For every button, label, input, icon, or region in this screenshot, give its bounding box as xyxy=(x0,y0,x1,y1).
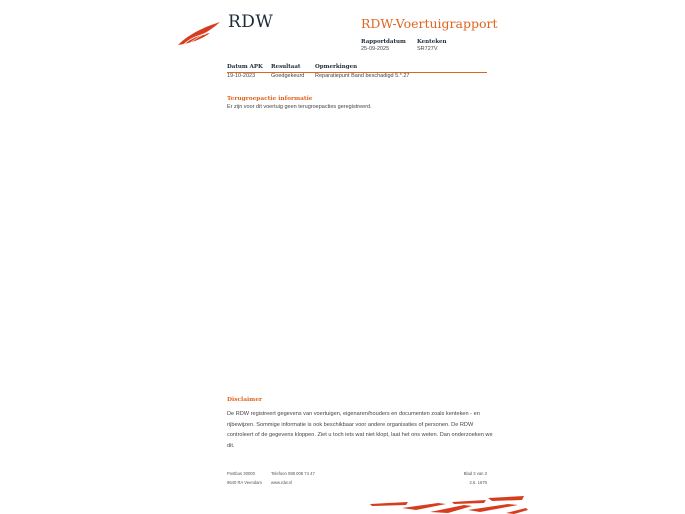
plate-value: SR727V xyxy=(417,46,438,52)
brand-name: RDW xyxy=(228,12,274,32)
footer-page: Blad 3 van 3 xyxy=(463,471,487,476)
column-header-date: Datum APK xyxy=(227,64,263,70)
table-cell-remarks: Reparatiepunt Band beschadigd 5.*.27 xyxy=(315,73,410,79)
footer-code: 2.6. 1670 xyxy=(469,480,487,485)
page-title: RDW-Voertuigrapport xyxy=(361,16,498,31)
disclaimer-text: De RDW registreert gegevens van voertuigen, eigenaren/houders en documenten zoals kenteken - en rijbewijzen. Sommige informatie is ook beschikbaar voor andere organisaties of personen. De RDW controleert of de gegevens kloppen. Ziet u toch iets wat niet klopt, laat het ons weten. Dan onderzoeken we dit. xyxy=(227,411,493,449)
recall-text: Er zijn voor dit voertuig geen terugroepacties geregistreerd. xyxy=(227,104,372,110)
table-cell-result: Goedgekeurd xyxy=(271,73,305,79)
report-date-label: Rapportdatum xyxy=(361,39,406,45)
footer-postbus: Postbus 30000 xyxy=(227,471,255,476)
column-header-result: Resultaat xyxy=(271,64,301,70)
column-header-remarks: Opmerkingen xyxy=(315,64,358,70)
recall-title: Terugroepactie informatie xyxy=(227,96,313,102)
report-date-value: 25-09-2025 xyxy=(361,46,390,52)
footer-city: 9640 RA Veendam xyxy=(227,480,262,485)
table-cell-date: 19-10-2023 xyxy=(227,73,256,79)
disclaimer-title: Disclaimer xyxy=(227,397,263,403)
footer-phone: Telefoon 088 008 74 47 xyxy=(271,471,315,476)
footer-web: www.rdw.nl xyxy=(271,480,292,485)
rdw-logo-icon xyxy=(176,21,222,47)
rdw-stripes-icon xyxy=(368,494,528,514)
plate-label: Kenteken xyxy=(417,39,447,45)
